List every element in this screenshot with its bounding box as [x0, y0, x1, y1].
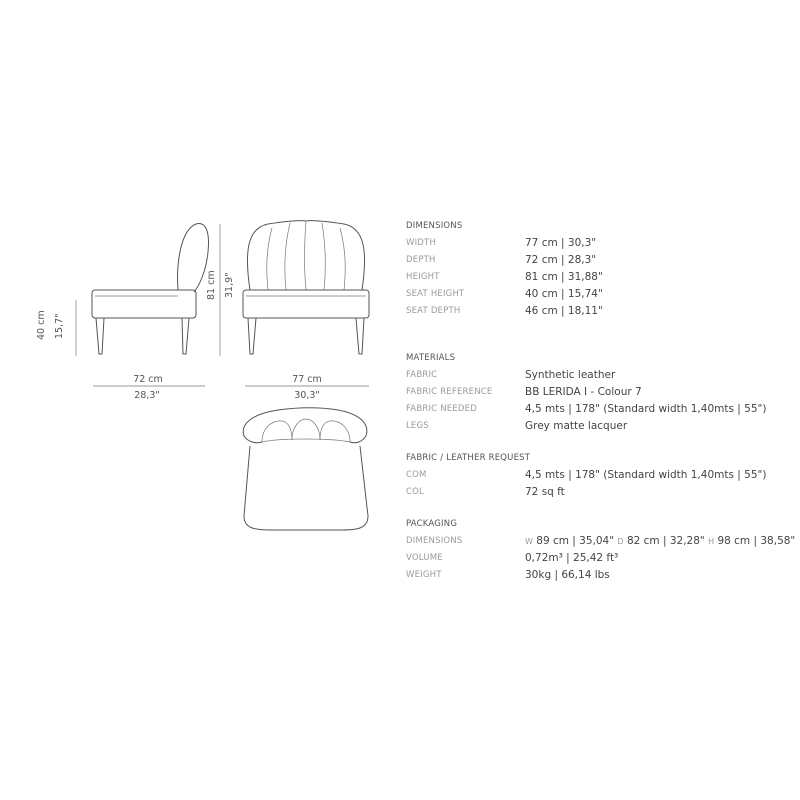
width-prefix: W — [525, 537, 533, 546]
front-view-drawing — [220, 221, 369, 386]
materials-section — [406, 350, 796, 435]
spec-row — [406, 303, 796, 320]
materials-title: MATERIALS — [406, 353, 456, 363]
spec-value: 0,72m³ | 25,42 ft³ — [525, 552, 619, 564]
spec-row — [406, 235, 796, 252]
height-prefix: H — [708, 537, 715, 546]
spec-value: 81 cm | 31,88" — [525, 271, 603, 283]
spec-label: WIDTH — [406, 238, 437, 248]
spec-label: SEAT HEIGHT — [406, 289, 465, 299]
packaging-depth: 82 cm | 32,28" — [626, 535, 705, 547]
front-width-cm-label: 77 cm — [292, 374, 322, 385]
spec-value: 40 cm | 15,74" — [525, 288, 603, 300]
spec-label: DIMENSIONS — [406, 536, 463, 546]
depth-prefix: D — [617, 537, 624, 546]
spec-value: 4,5 mts | 178" (Standard width 1,40mts | 55") — [525, 469, 767, 481]
fabric-request-section — [406, 450, 796, 501]
spec-row — [406, 252, 796, 269]
packaging-title: PACKAGING — [406, 519, 458, 529]
spec-label: COL — [406, 487, 424, 497]
dimensions-title: DIMENSIONS — [406, 221, 463, 231]
spec-value: 77 cm | 30,3" — [525, 237, 597, 249]
spec-value: 72 cm | 28,3" — [525, 254, 597, 266]
spec-label: HEIGHT — [406, 272, 440, 282]
fabric-request-title: FABRIC / LEATHER REQUEST — [406, 453, 531, 463]
side-height-cm-label: 40 cm — [36, 310, 47, 340]
spec-label: FABRIC — [406, 370, 438, 380]
side-width-cm-label: 72 cm — [133, 374, 163, 385]
front-width-in-label: 30,3" — [294, 390, 320, 401]
spec-row — [406, 367, 796, 384]
spec-value: BB LERIDA I - Colour 7 — [525, 386, 642, 398]
spec-label: DEPTH — [406, 255, 436, 265]
dimensions-section — [406, 218, 796, 320]
spec-row — [406, 467, 796, 484]
spec-row — [406, 567, 796, 584]
technical-drawings — [0, 0, 400, 600]
spec-value: 72 sq ft — [525, 486, 565, 498]
spec-row — [406, 269, 796, 286]
top-view-drawing — [243, 408, 368, 530]
spec-label: FABRIC REFERENCE — [406, 387, 493, 397]
spec-value: Synthetic leather — [525, 369, 616, 381]
spec-label: LEGS — [406, 421, 429, 431]
spec-value: 30kg | 66,14 lbs — [525, 569, 610, 581]
spec-value: 46 cm | 18,11" — [525, 305, 603, 317]
side-height-in-label: 15,7" — [54, 313, 65, 339]
spec-row — [406, 533, 796, 550]
spec-label: SEAT DEPTH — [406, 306, 461, 316]
spec-value: Grey matte lacquer — [525, 420, 628, 432]
spec-label: VOLUME — [406, 553, 443, 563]
packaging-dimensions-value — [525, 533, 795, 550]
spec-value: 4,5 mts | 178" (Standard width 1,40mts | 55") — [525, 403, 767, 415]
packaging-width: 89 cm | 35,04" — [536, 535, 615, 547]
front-height-in-label: 31,9" — [224, 272, 235, 298]
spec-row — [406, 384, 796, 401]
spec-label: WEIGHT — [406, 570, 442, 580]
packaging-section — [406, 516, 796, 584]
side-view-drawing — [76, 224, 209, 386]
spec-row — [406, 418, 796, 435]
side-width-in-label: 28,3" — [134, 390, 160, 401]
spec-row — [406, 286, 796, 303]
front-height-cm-label: 81 cm — [206, 270, 217, 300]
spec-row — [406, 484, 796, 501]
packaging-height: 98 cm | 38,58" — [717, 535, 796, 547]
spec-label: COM — [406, 470, 427, 480]
spec-label: FABRIC NEEDED — [406, 404, 477, 414]
spec-row — [406, 550, 796, 567]
spec-row — [406, 401, 796, 418]
